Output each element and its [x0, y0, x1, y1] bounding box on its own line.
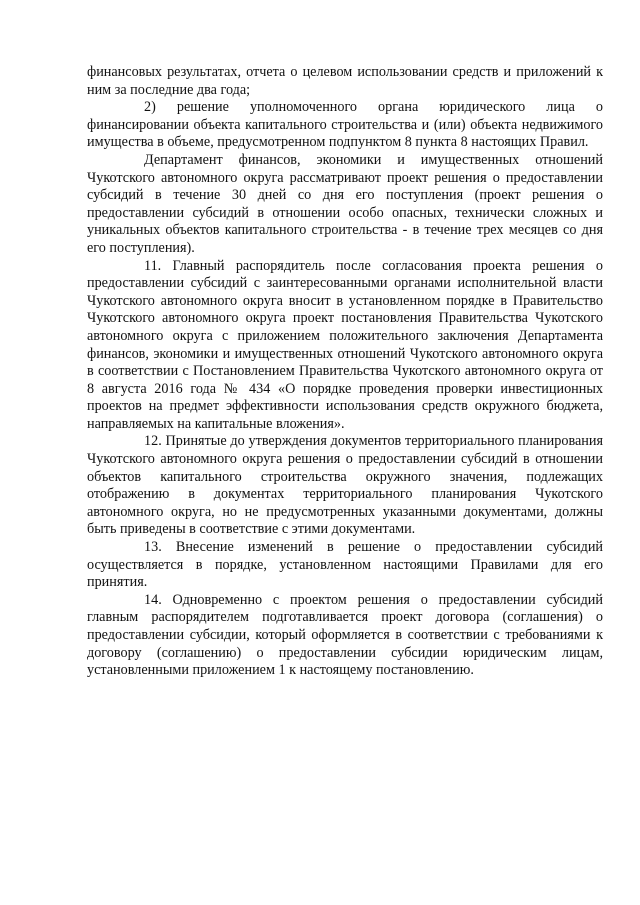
paragraph-14: 14. Одновременно с проектом решения о предоставлении субсидий главным распорядителем подготавливается проект договора (соглашения) о предоставлении субсидии, который оформляется в соответствии с требованиями к договору (соглашению) о предоставлении субсидии юридическим лицам, установленными приложением 1 к настоящему постановлению. — [87, 591, 603, 679]
paragraph-continuation: финансовых результатах, отчета о целевом использовании средств и приложений к ним за последние два года; — [87, 64, 603, 98]
document-page — [87, 64, 603, 680]
paragraph-department-review: Департамент финансов, экономики и имущественных отношений Чукотского автономного округа рассматривают проект решения о предоставлении субсидий в течение 30 дней со дня его поступления (проект решения о предоставлении субсидий в отношении особо опасных, технически сложных и уникальных объектов капитального строительства - в течение трех месяцев со дня его поступления). — [87, 151, 603, 256]
paragraph-13: 13. Внесение изменений в решение о предоставлении субсидий осуществляется в порядке, установленном настоящими Правилами для его принятия. — [87, 539, 603, 591]
paragraph-item-2: 2) решение уполномоченного органа юридического лица о финансировании объекта капитального строительства и (или) объекта недвижимого имущества в объеме, предусмотренном подпунктом 8 пункта 8 настоящих Правил. — [87, 99, 603, 151]
paragraph-11: 11. Главный распорядитель после согласования проекта решения о предоставлении субсидий с заинтересованными органами исполнительной власти Чукотского автономного округа вносит в установленном порядке в Правительство Чукотского автономного округа проект постановления Правительства Чукотского автономного округа с приложением положительного заключения Департамента финансов, экономики и имущественных отношений Чукотского автономного округа в соответствии с Постановлением Правительства Чукотского автономного округа от 8 августа 2016 года № 434 «О порядке проведения проверки инвестиционных проектов на предмет эффективности использования средств окружного бюджета, направляемых на капитальные вложения». — [87, 257, 603, 432]
paragraph-12: 12. Принятые до утверждения документов территориального планирования Чукотского автономного округа решения о предоставлении субсидий в отношении объектов капитального строительства окружного значения, подлежащих отображению в документах территориального планирования Чукотского автономного округа, но не предусмотренных указанными документами, должны быть приведены в соответствие с этими документами. — [87, 433, 603, 538]
